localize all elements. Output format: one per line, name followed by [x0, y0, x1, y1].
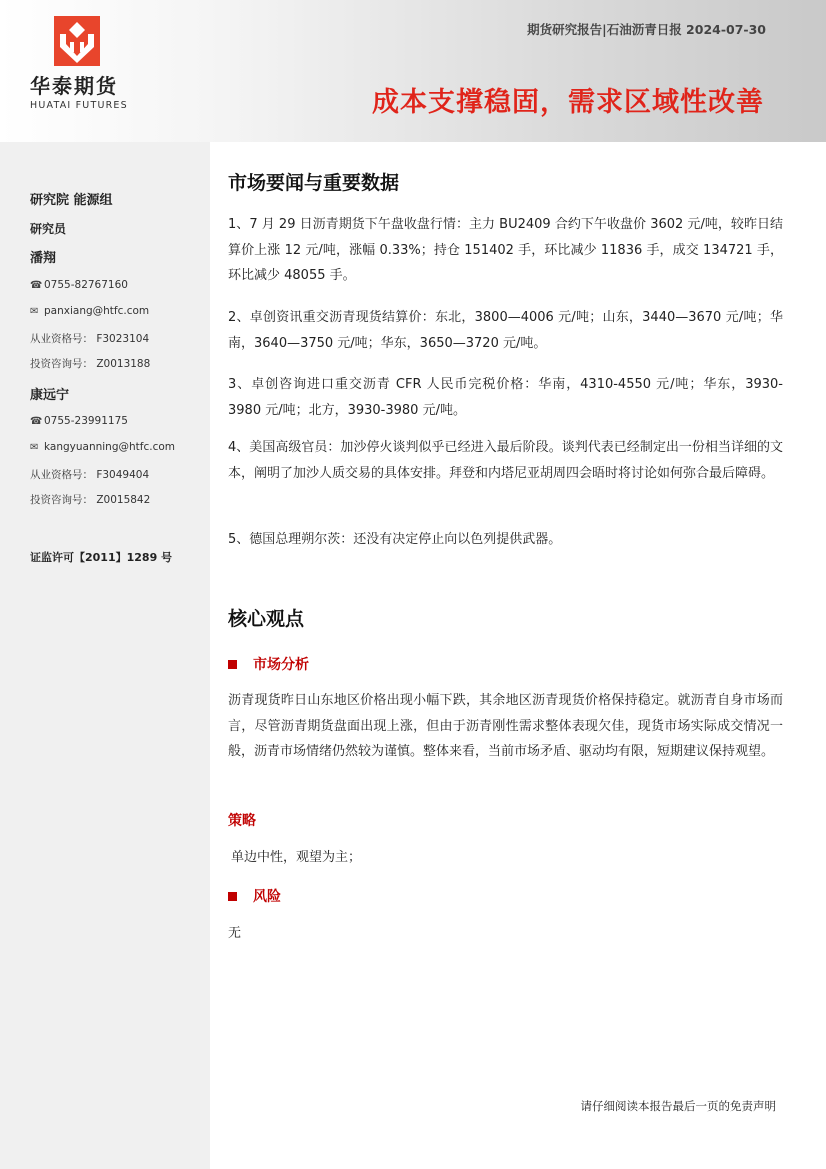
analyst-name: 潘翔	[30, 251, 57, 266]
market-analysis-text: 沥青现货昨日山东地区价格出现小幅下跌，其余地区沥青现货价格保持稳定。就沥青自身市场而言，尽管沥青期货盘面出现上涨，但由于沥青刚性需求整体表现欠佳，现货市场实际成交情况一般，沥青市场情绪仍然较为谨慎。整体来看，当前市场矛盾、驱动均有限，短期建议保持观望。	[228, 693, 783, 759]
news-item: 1、7 月 29 日沥青期货下午盘收盘行情：主力 BU2409 合约下午收盘价 3602 元/吨，较昨日结算价上涨 12 元/吨，涨幅 0.33%；持仓 151402 手，环比减少 11836 手，成交 134721 手，环比减少 48055 手。	[228, 217, 783, 283]
license-number: 证监许可【2011】1289 号	[30, 551, 173, 564]
report-header	[0, 0, 826, 142]
analyst-email[interactable]: ✉ panxiang@htfc.com	[30, 305, 150, 317]
research-dept: 研究院 能源组	[30, 193, 113, 208]
phone-icon: ☎	[30, 280, 43, 291]
strategy-heading: 策略	[228, 813, 256, 829]
analyst-email[interactable]: ✉ kangyuanning@htfc.com	[30, 441, 176, 453]
analyst-invest-number: 投资咨询号： Z0015842	[30, 494, 151, 506]
phone-icon: ☎	[30, 416, 43, 427]
news-item: 4、美国高级官员：加沙停火谈判似乎已经进入最后阶段。谈判代表已经制定出一份相当详细的文本，阐明了加沙人质交易的具体安排。拜登和内塔尼亚胡周四会晤时将讨论如何弥合最后障碍。	[228, 440, 783, 481]
logo-cn: 华泰期货	[30, 74, 118, 98]
company-logo	[30, 16, 130, 111]
logo-mark-icon	[54, 16, 100, 66]
report-headline: 成本支撑稳固，需求区域性改善	[372, 87, 764, 118]
logo-en: HUATAI FUTURES	[30, 100, 128, 111]
sidebar	[0, 142, 210, 1169]
square-bullet-icon	[228, 892, 237, 901]
news-section-title: 市场要闻与重要数据	[228, 172, 400, 194]
disclaimer-note: 请仔细阅读本报告最后一页的免责声明	[580, 1099, 776, 1113]
analyst-role: 研究员	[30, 222, 67, 236]
core-section-title: 核心观点	[228, 608, 305, 630]
report-type: 期货研究报告|石油沥青日报 2024-07-30	[527, 22, 766, 37]
analyst-name: 康远宁	[30, 388, 70, 403]
envelope-icon: ✉	[30, 442, 39, 453]
analyst-phone: ☎ 0755-23991175	[30, 415, 128, 427]
square-bullet-icon	[228, 660, 237, 669]
analyst-qualification: 从业资格号： F3023104	[30, 333, 150, 345]
analyst-invest-number: 投资咨询号： Z0013188	[30, 358, 151, 370]
envelope-icon: ✉	[30, 306, 39, 317]
news-item: 5、德国总理朔尔茨：还没有决定停止向以色列提供武器。	[228, 532, 562, 547]
news-item: 3、卓创咨询进口重交沥青 CFR 人民币完税价格：华南，4310-4550 元/吨；华东，3930-3980 元/吨；北方，3930-3980 元/吨。	[228, 377, 783, 418]
analyst-qualification: 从业资格号： F3049404	[30, 469, 150, 481]
risk-heading: 风险	[228, 886, 281, 906]
market-analysis-heading: 市场分析	[228, 654, 309, 674]
news-item: 2、卓创资讯重交沥青现货结算价：东北，3800—4006 元/吨；山东，3440—3670 元/吨；华南，3640—3750 元/吨；华东，3650—3720 元/吨。	[228, 310, 783, 351]
strategy-text: 单边中性，观望为主；	[231, 850, 362, 865]
risk-text: 无	[228, 926, 242, 941]
analyst-phone: ☎ 0755-82767160	[30, 279, 128, 291]
